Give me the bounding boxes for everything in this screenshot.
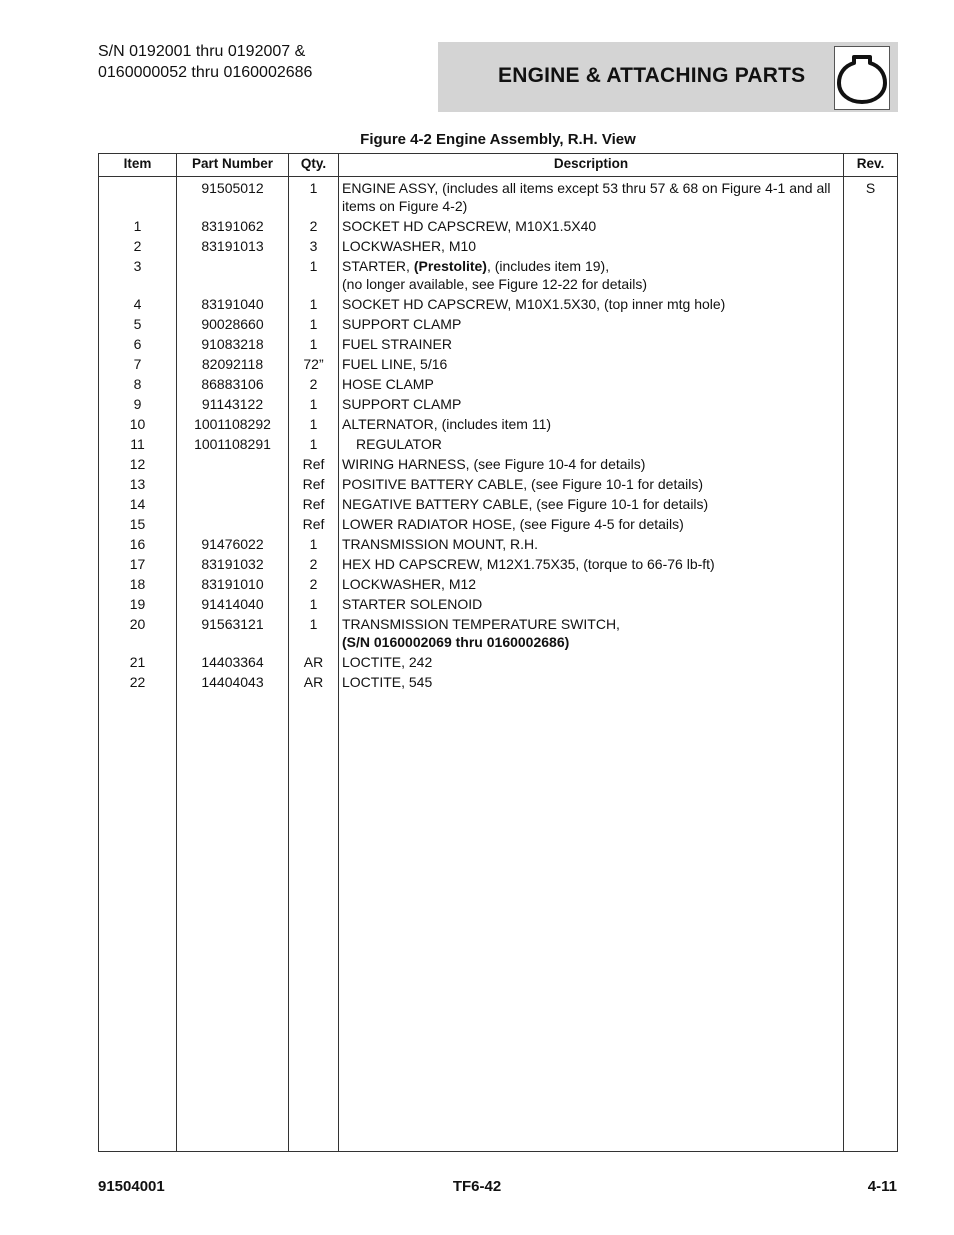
cell-description (342, 217, 838, 235)
table-row (99, 493, 897, 513)
cell-qty: AR (303, 654, 324, 670)
cell-description (342, 555, 838, 573)
table-row (99, 177, 897, 215)
cell-item: 21 (129, 654, 146, 670)
description-text: FUEL STRAINER (342, 336, 452, 352)
cell-description (342, 395, 838, 413)
description-text: ENGINE ASSY, (includes all items except 53 thru 57 & 68 on Figure 4-1 and all items on Figure 4-2) (342, 180, 831, 214)
cell-part-number: 1001108291 (194, 436, 271, 452)
cell-description (342, 315, 838, 333)
cell-qty: 1 (309, 436, 318, 452)
table-row (99, 255, 897, 293)
description-text: POSITIVE BATTERY CABLE, (see Figure 10-1 for details) (342, 476, 704, 492)
parts-table (98, 153, 898, 1152)
cell-item: 7 (133, 356, 142, 372)
description-text: SUPPORT CLAMP (342, 396, 462, 412)
table-row (99, 651, 897, 671)
table-row (99, 473, 897, 493)
column-header-part-number: Part Number (191, 156, 274, 171)
cell-description (342, 375, 838, 393)
cell-qty: 1 (309, 316, 318, 332)
table-row (99, 313, 897, 333)
cell-qty: 1 (309, 336, 318, 352)
table-row (99, 215, 897, 235)
cell-item: 16 (129, 536, 146, 552)
table-row (99, 533, 897, 553)
column-header-rev: Rev. (856, 156, 885, 171)
cell-qty: 1 (309, 416, 318, 432)
cell-description (342, 179, 838, 215)
cell-item: 11 (130, 436, 145, 452)
figure-title: Figure 4-2 Engine Assembly, R.H. View (360, 131, 636, 148)
table-row (99, 453, 897, 473)
column-header-description: Description (553, 156, 629, 171)
cell-description (342, 495, 838, 513)
cell-item: 4 (133, 296, 142, 312)
cell-qty: 3 (309, 238, 318, 254)
table-body (99, 177, 897, 691)
cell-qty: 2 (309, 556, 318, 572)
cell-qty: Ref (302, 456, 325, 472)
cell-description (342, 435, 838, 453)
cell-part-number: 91083218 (201, 336, 264, 352)
cell-part-number: 91143122 (201, 396, 264, 412)
footer-model: TF6-42 (452, 1178, 502, 1195)
section-banner (438, 42, 898, 112)
cell-item: 8 (133, 376, 142, 392)
cell-part-number: 83191062 (201, 218, 264, 234)
description-serial-range: (S/N 0160002069 thru 0160002686) (342, 634, 570, 650)
cell-qty: 1 (309, 596, 318, 612)
cell-description (342, 575, 838, 593)
description-text-line-2: (no longer available, see Figure 12-22 for details) (342, 276, 648, 292)
description-text: , (includes item 19), (486, 258, 610, 274)
description-text: FUEL LINE, 5/16 (342, 356, 448, 372)
cell-part-number: 91563121 (201, 616, 264, 632)
table-row (99, 293, 897, 313)
cell-item: 15 (129, 516, 146, 532)
column-header-qty: Qty. (300, 156, 327, 171)
cell-qty: 2 (309, 218, 318, 234)
cell-description (342, 295, 838, 313)
cell-part-number: 1001108292 (194, 416, 271, 432)
description-text: WIRING HARNESS, (see Figure 10-4 for details) (342, 456, 646, 472)
cell-item: 22 (129, 674, 146, 690)
cell-description (342, 595, 838, 613)
table-row (99, 573, 897, 593)
engine-icon (834, 46, 890, 110)
table-row (99, 593, 897, 613)
cell-item: 19 (129, 596, 146, 612)
description-text: SOCKET HD CAPSCREW, M10X1.5X40 (342, 218, 597, 234)
cell-qty: 1 (309, 258, 318, 274)
footer-manual-number: 91504001 (98, 1178, 165, 1195)
cell-rev: S (865, 180, 876, 196)
cell-part-number: 91414040 (201, 596, 264, 612)
column-header-item: Item (123, 156, 152, 171)
description-text: STARTER, (342, 258, 414, 274)
cell-qty: 72” (303, 356, 324, 372)
cell-description (342, 653, 838, 671)
table-row (99, 513, 897, 533)
cell-description (342, 475, 838, 493)
cell-item: 10 (129, 416, 146, 432)
cell-description (342, 455, 838, 473)
cell-description (342, 237, 838, 255)
description-emphasis: (Prestolite) (413, 258, 487, 274)
cell-description (342, 415, 838, 433)
cell-part-number: 83191032 (201, 556, 264, 572)
section-title: ENGINE & ATTACHING PARTS (498, 64, 806, 87)
cell-qty: 2 (309, 576, 318, 592)
description-text: SOCKET HD CAPSCREW, M10X1.5X30, (top inner mtg hole) (342, 296, 726, 312)
footer-page-number: 4-11 (867, 1178, 897, 1195)
cell-item: 5 (133, 316, 142, 332)
table-row (99, 333, 897, 353)
cell-item: 17 (129, 556, 146, 572)
description-text: REGULATOR (356, 436, 442, 452)
table-row (99, 671, 897, 691)
cell-part-number: 14403364 (201, 654, 264, 670)
cell-part-number: 82092118 (201, 356, 264, 372)
cell-qty: 1 (309, 180, 318, 196)
cell-item: 20 (129, 616, 146, 632)
description-text: ALTERNATOR, (includes item 11) (342, 416, 552, 432)
cell-item: 1 (133, 218, 142, 234)
cell-part-number: 91476022 (201, 536, 264, 552)
cell-description (342, 355, 838, 373)
cell-item: 9 (133, 396, 142, 412)
cell-qty: 1 (309, 536, 318, 552)
cell-qty: Ref (302, 516, 325, 532)
serial-line-2: 0160000052 thru 0160002686 (98, 64, 313, 81)
cell-item: 3 (133, 258, 142, 274)
cell-description (342, 615, 838, 651)
cell-item: 13 (129, 476, 146, 492)
cell-description (342, 257, 838, 293)
table-row (99, 353, 897, 373)
description-text: LOCTITE, 242 (342, 654, 433, 670)
serial-number-range (98, 41, 312, 83)
cell-description (342, 515, 838, 533)
cell-item: 18 (129, 576, 146, 592)
cell-part-number: 83191040 (201, 296, 264, 312)
table-row (99, 373, 897, 393)
description-text: STARTER SOLENOID (342, 596, 483, 612)
cell-part-number: 86883106 (201, 376, 264, 392)
description-text: TRANSMISSION TEMPERATURE SWITCH, (342, 616, 620, 632)
description-text: SUPPORT CLAMP (342, 316, 462, 332)
cell-description (342, 673, 838, 691)
cell-qty: Ref (302, 476, 325, 492)
description-text: LOCTITE, 545 (342, 674, 433, 690)
table-row (99, 433, 897, 453)
cell-description (342, 335, 838, 353)
description-text: LOWER RADIATOR HOSE, (see Figure 4-5 for details) (342, 516, 684, 532)
description-text: TRANSMISSION MOUNT, R.H. (342, 536, 539, 552)
table-row (99, 413, 897, 433)
cell-qty: 2 (309, 376, 318, 392)
cell-qty: AR (303, 674, 324, 690)
description-text: NEGATIVE BATTERY CABLE, (see Figure 10-1 for details) (342, 496, 709, 512)
description-text: HOSE CLAMP (342, 376, 434, 392)
cell-qty: 1 (309, 296, 318, 312)
cell-part-number: 83191013 (201, 238, 264, 254)
description-text: LOCKWASHER, M12 (342, 576, 477, 592)
cell-qty: Ref (302, 496, 325, 512)
cell-part-number: 83191010 (201, 576, 264, 592)
cell-part-number: 91505012 (201, 180, 264, 196)
description-text: LOCKWASHER, M10 (342, 238, 477, 254)
table-row (99, 613, 897, 651)
cell-item: 6 (133, 336, 142, 352)
description-text: HEX HD CAPSCREW, M12X1.75X35, (torque to 66-76 lb-ft) (342, 556, 715, 572)
cell-qty: 1 (309, 616, 318, 632)
cell-item: 2 (133, 238, 142, 254)
cell-part-number: 14404043 (201, 674, 264, 690)
cell-part-number: 90028660 (201, 316, 264, 332)
table-row (99, 553, 897, 573)
serial-line-1: S/N 0192001 thru 0192007 & (98, 43, 306, 60)
cell-description (342, 535, 838, 553)
cell-item: 14 (129, 496, 146, 512)
table-row (99, 235, 897, 255)
table-row (99, 393, 897, 413)
cell-qty: 1 (309, 396, 318, 412)
cell-item: 12 (129, 456, 146, 472)
